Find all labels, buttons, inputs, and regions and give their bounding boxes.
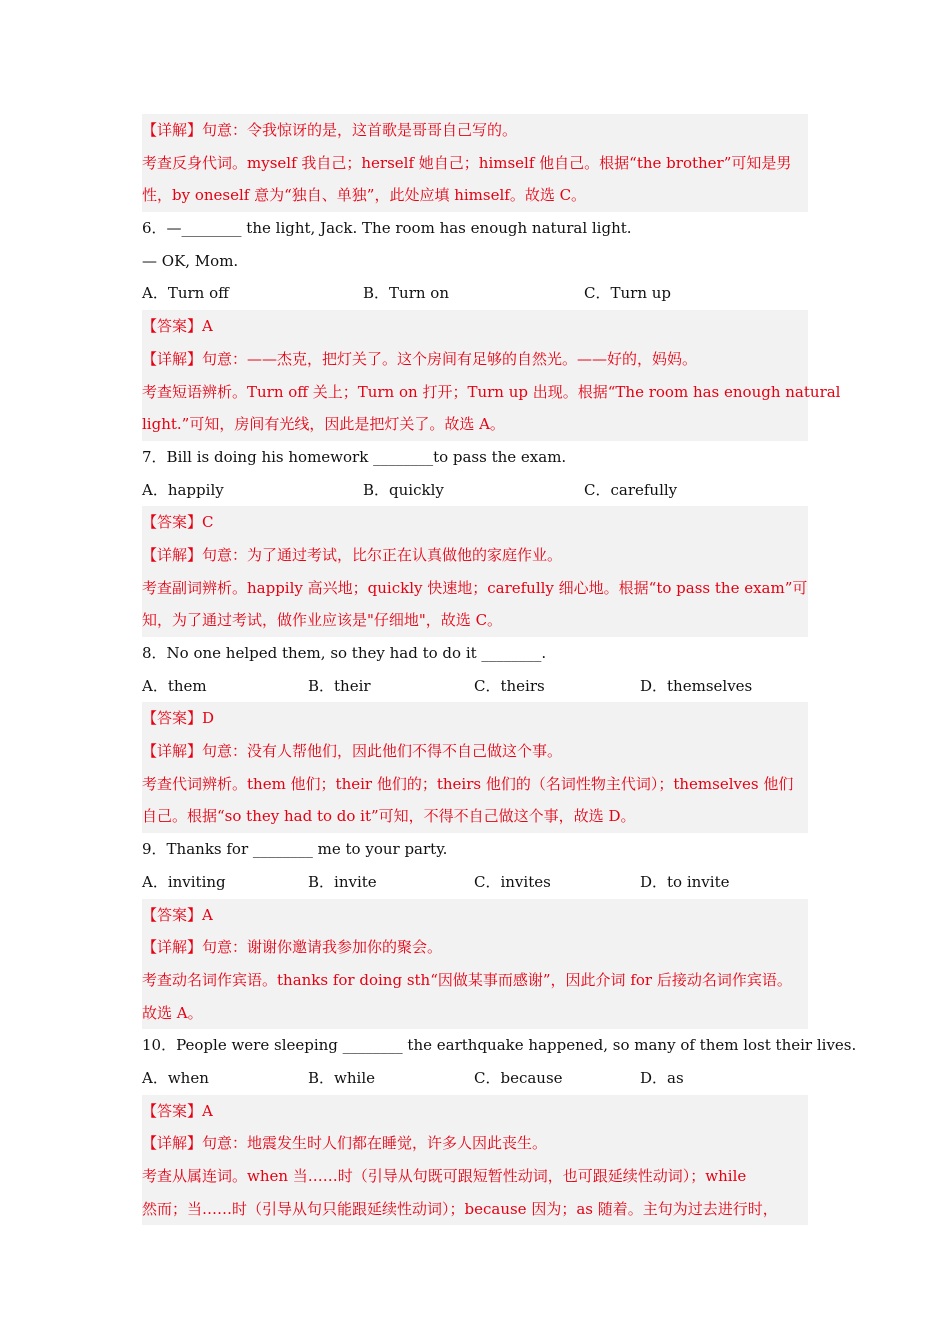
- meaning-line: 【详解】句意：为了通过考试，比尔正在认真做他的家庭作业。: [142, 545, 563, 564]
- answer-line: 【答案】A: [142, 905, 213, 924]
- question-stem: 7．Bill is doing his homework ________to pass the exam.: [142, 447, 567, 466]
- question-stem: 10．People were sleeping ________ the earthquake happened, so many of them lost their lives.: [142, 1036, 857, 1055]
- question-7: [142, 441, 808, 637]
- option-b: B．while: [308, 1068, 375, 1087]
- options-row: [142, 670, 808, 703]
- answer-line: 【答案】D: [142, 709, 215, 728]
- option-c: C．Turn up: [584, 284, 672, 303]
- explanation-box: [142, 1095, 808, 1226]
- analysis-line: light.”可知，房间有光线，因此是把灯关了。故选 A。: [142, 415, 505, 434]
- option-d: D．to invite: [640, 872, 730, 891]
- option-c: C．because: [474, 1068, 563, 1087]
- meaning-line: 【详解】句意：——杰克，把灯关了。这个房间有足够的自然光。——好的，妈妈。: [142, 349, 698, 368]
- option-c: C．theirs: [474, 676, 545, 695]
- document-page: [142, 114, 857, 1225]
- option-d: D．themselves: [640, 676, 753, 695]
- option-c: C．carefully: [584, 480, 678, 499]
- meaning-line: 【详解】句意：没有人帮他们，因此他们不得不自己做这个事。: [142, 742, 563, 761]
- question-stem: — OK, Mom.: [142, 251, 239, 270]
- option-b: B．invite: [308, 872, 377, 891]
- option-a: A．happily: [142, 480, 224, 499]
- options-row: [142, 866, 808, 899]
- analysis-line: 知，为了通过考试，做作业应该是"仔细地"，故选 C。: [142, 611, 503, 630]
- analysis-line: 考查动名词作宾语。thanks for doing sth“因做某事而感谢”，因此介词 for 后接动名词作宾语。: [142, 970, 792, 989]
- analysis-line: 考查代词辨析。them 他们；their 他们的；theirs 他们的（名词性物主代词）；themselves 他们: [142, 774, 794, 793]
- analysis-line: 考查从属连词。when 当……时（引导从句既可跟短暂性动词，也可跟延续性动词）；while: [142, 1167, 747, 1185]
- analysis-line: 自己。根据“so they had to do it”可知，不得不自己做这个事，故选 D。: [142, 807, 636, 826]
- question-10: [142, 1029, 857, 1225]
- option-a: A．inviting: [142, 872, 226, 891]
- option-a: A．them: [142, 676, 207, 695]
- question-8: [142, 637, 808, 833]
- question-stem: 9．Thanks for ________ me to your party.: [142, 840, 448, 859]
- explanation-box: [142, 310, 841, 441]
- explanation-box: [142, 899, 808, 1030]
- meaning-line: 【详解】句意：谢谢你邀请我参加你的聚会。: [142, 938, 443, 957]
- option-a: A．Turn off: [142, 284, 229, 303]
- option-b: B．their: [308, 676, 371, 695]
- answer-line: 【答案】A: [142, 1101, 213, 1120]
- meaning-line: 【详解】句意：地震发生时人们都在睡觉，许多人因此丧生。: [142, 1134, 548, 1153]
- analysis-line: 性，by oneself 意为“独自、单独”，此处应填 himself。故选 C。: [142, 186, 587, 205]
- option-a: A．when: [142, 1068, 209, 1087]
- option-b: B．Turn on: [363, 284, 449, 303]
- explanation-box: [142, 702, 808, 833]
- meaning-line: 【详解】句意：令我惊讶的是，这首歌是哥哥自己写的。: [142, 121, 518, 139]
- options-row: [142, 277, 808, 310]
- options-row: [142, 474, 808, 507]
- question-stem: 8．No one helped them, so they had to do it ________.: [142, 644, 547, 662]
- analysis-line: 考查副词辨析。happily 高兴地；quickly 快速地；carefully 细心地。根据“to pass the exam”可: [142, 578, 808, 597]
- question-9: [142, 833, 808, 1029]
- options-row: [142, 1062, 808, 1095]
- analysis-line: 故选 A。: [142, 1003, 203, 1022]
- analysis-line: 考查反身代词。myself 我自己；herself 她自己；himself 他自己。根据“the brother”可知是男: [142, 153, 792, 172]
- question-stem: 6．—________ the light, Jack. The room has enough natural light.: [142, 219, 632, 238]
- question-6: [142, 212, 841, 441]
- analysis-line: 然而；当……时（引导从句只能跟延续性动词）；because 因为；as 随着。主句为过去进行时，: [142, 1199, 778, 1218]
- answer-line: 【答案】A: [142, 317, 213, 336]
- answer-line: 【答案】C: [142, 513, 214, 532]
- explanation-box: [142, 506, 808, 637]
- option-d: D．as: [640, 1068, 684, 1087]
- option-b: B．quickly: [363, 480, 444, 499]
- explanation-box: [142, 114, 808, 212]
- option-c: C．invites: [474, 872, 551, 891]
- analysis-line: 考查短语辨析。Turn off 关上；Turn on 打开；Turn up 出现。根据“The room has enough natural: [142, 382, 841, 401]
